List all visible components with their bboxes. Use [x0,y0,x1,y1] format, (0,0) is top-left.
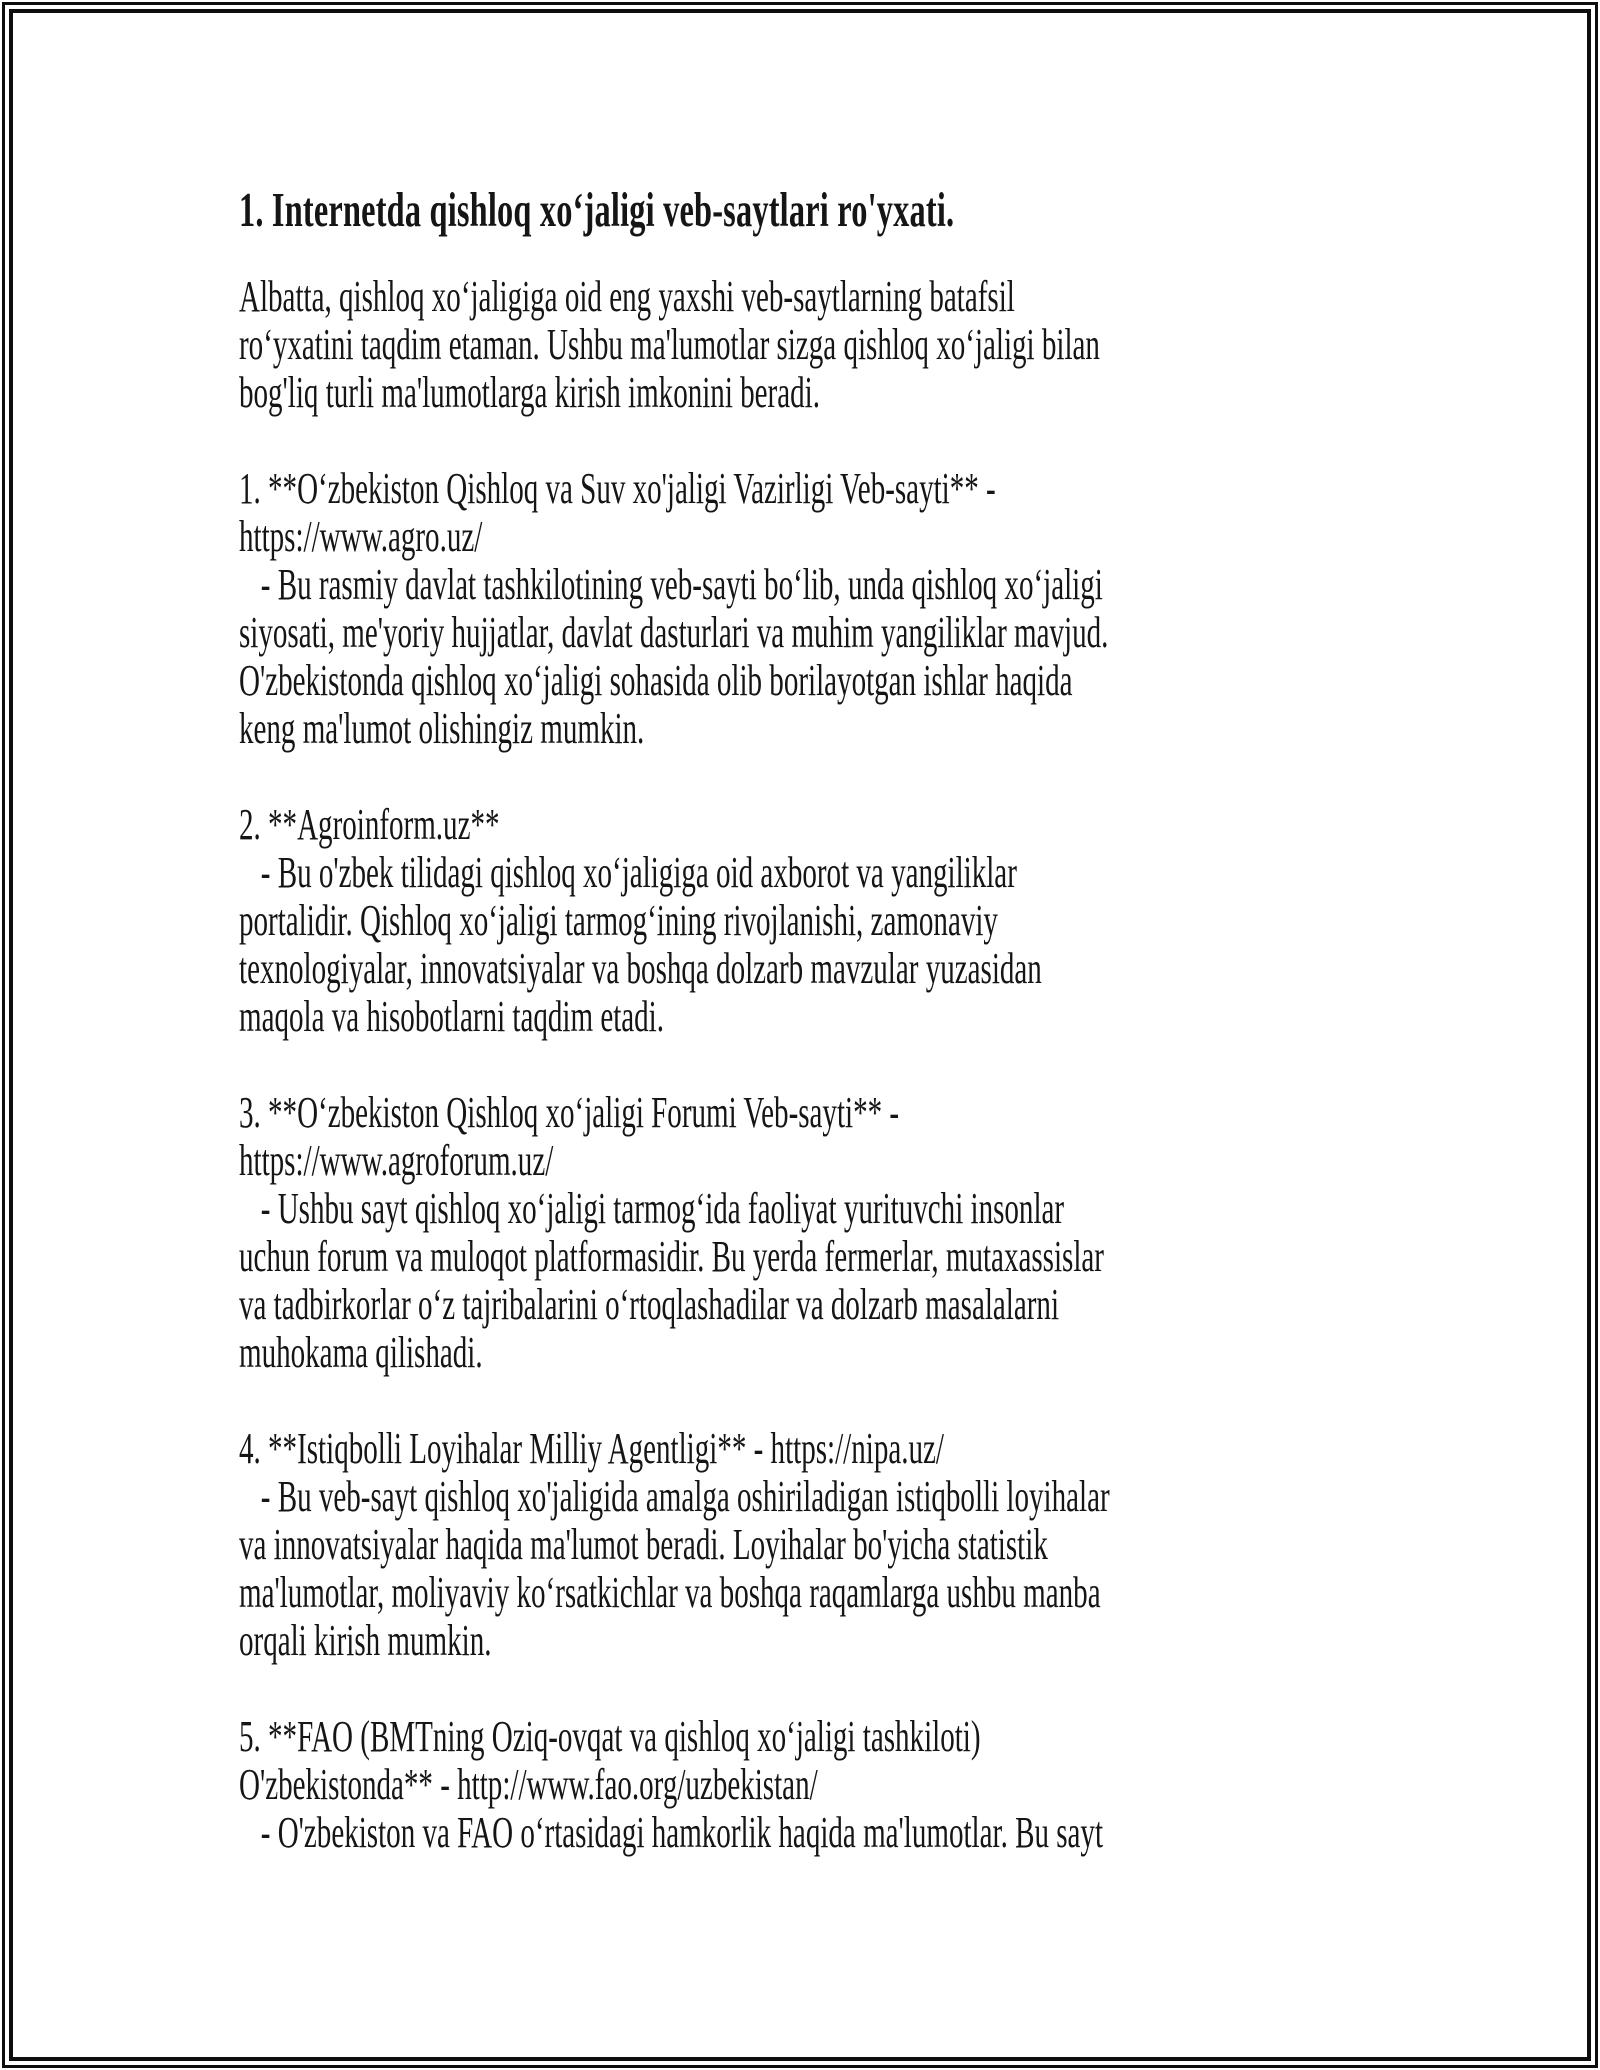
document-content [239,0,1572,1905]
text-line: muhokama qilishadi. [239,1328,483,1377]
text-line: va tadbirkorlar o‘z tajribalarini o‘rtoqlashadilar va dolzarb masalalarni [239,1280,1060,1329]
text-line: - Ushbu sayt qishloq xo‘jaligi tarmog‘ida faoliyat yurituvchi insonlar [239,1184,1065,1233]
paragraph [239,273,1572,417]
text-line: https://www.agro.uz/ [239,512,483,561]
text-line: siyosati, me'yoriy hujjatlar, davlat dasturlari va muhim yangiliklar mavjud. [239,608,1109,657]
text-line: texnologiyalar, innovatsiyalar va boshqa dolzarb mavzular yuzasidan [239,944,1042,993]
paragraph [239,1425,1572,1665]
paragraph [239,465,1572,753]
text-line: uchun forum va muloqot platformasidir. Bu yerda fermerlar, mutaxassislar [239,1232,1104,1281]
text-line: - Bu rasmiy davlat tashkilotining veb-sayti bo‘lib, unda qishloq xo‘jaligi [239,560,1103,609]
text-line: - O'zbekiston va FAO o‘rtasidagi hamkorlik haqida ma'lumotlar. Bu sayt [239,1808,1104,1857]
text-line: 2. **Agroinform.uz** [239,800,500,849]
paragraph [239,1089,1572,1377]
text-line: O'zbekistonda** - http://www.fao.org/uzbekistan/ [239,1760,818,1809]
text-line: va innovatsiyalar haqida ma'lumot beradi. Loyihalar bo'yicha statistik [239,1520,1048,1569]
text-line: 5. **FAO (BMTning Oziq-ovqat va qishloq xo‘jaligi tashkiloti) [239,1712,981,1761]
text-line: https://www.agroforum.uz/ [239,1136,554,1185]
document-title: 1. Internetda qishloq xo‘jaligi veb-saytlari ro'yxati. [239,182,955,237]
paragraph [239,1713,1572,1857]
text-line: O'zbekistonda qishloq xo‘jaligi sohasida olib borilayotgan ishlar haqida [239,656,1073,705]
text-line: orqali kirish mumkin. [239,1616,492,1665]
document-body [239,273,1572,1857]
text-line: keng ma'lumot olishingiz mumkin. [239,704,645,753]
text-line: Albatta, qishloq xo‘jaligiga oid eng yaxshi veb-saytlarning batafsil [239,272,1015,321]
text-line: - Bu veb-sayt qishloq xo'jaligida amalga oshiriladigan istiqbolli loyihalar [239,1472,1110,1521]
text-line: ma'lumotlar, moliyaviy ko‘rsatkichlar va boshqa raqamlarga ushbu manba [239,1568,1101,1617]
text-line: 3. **O‘zbekiston Qishloq xo‘jaligi Forumi Veb-sayti** - [239,1088,900,1137]
text-line: 1. **O‘zbekiston Qishloq va Suv xo'jaligi Vazirligi Veb-sayti** - [239,464,996,513]
text-line: 4. **Istiqbolli Loyihalar Milliy Agentligi** - https://nipa.uz/ [239,1424,944,1473]
text-line: bog'liq turli ma'lumotlarga kirish imkonini beradi. [239,368,820,417]
text-line: portalidir. Qishloq xo‘jaligi tarmog‘ining rivojlanishi, zamonaviy [239,896,998,945]
paragraph [239,801,1572,1041]
text-line: maqola va hisobotlarni taqdim etadi. [239,992,665,1041]
text-line: - Bu o'zbek tilidagi qishloq xo‘jaligiga oid axborot va yangiliklar [239,848,1017,897]
text-line: ro‘yxatini taqdim etaman. Ushbu ma'lumotlar sizga qishloq xo‘jaligi bilan [239,320,1100,369]
